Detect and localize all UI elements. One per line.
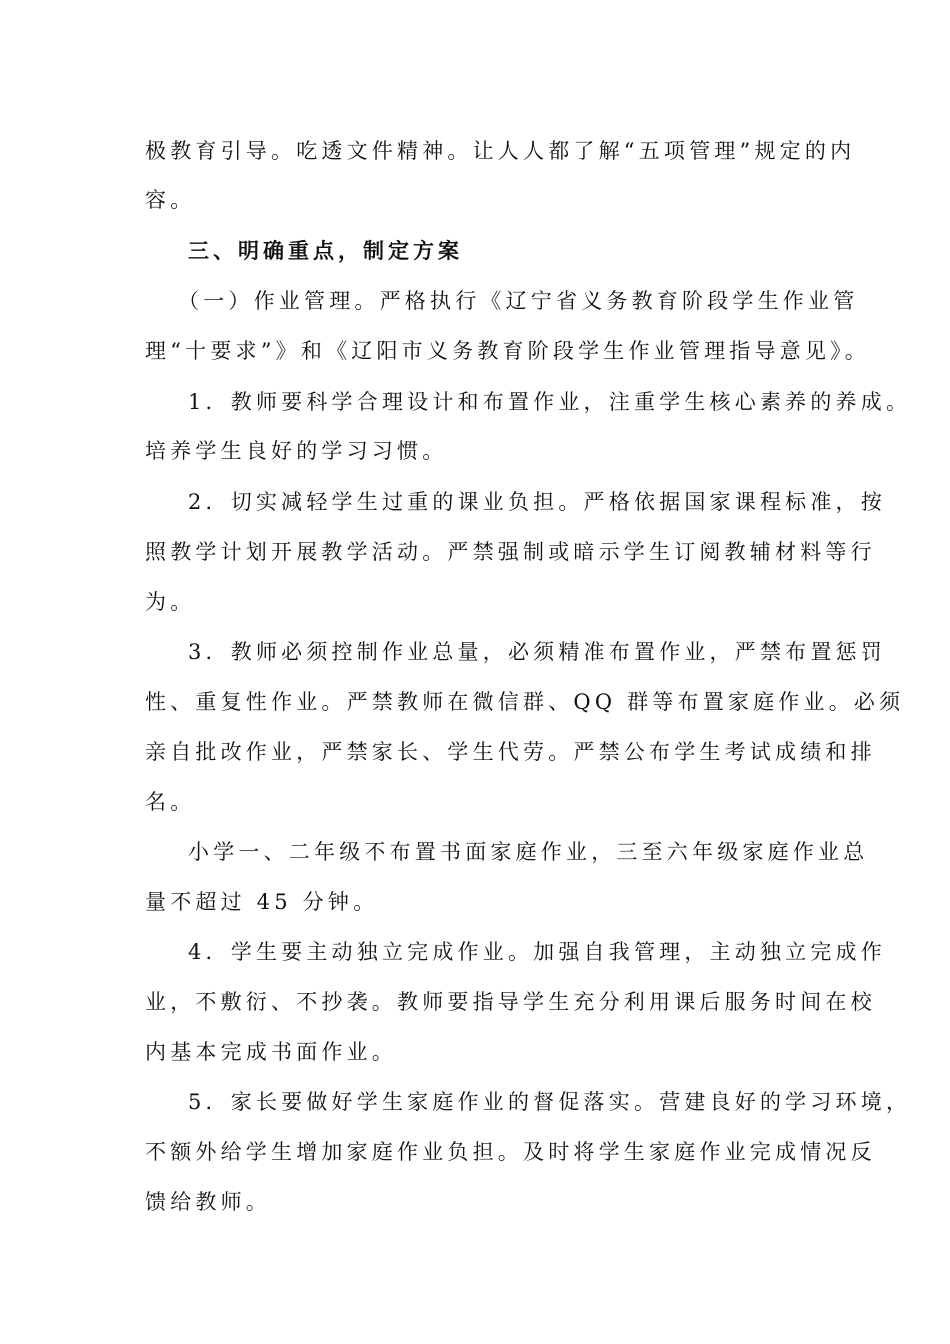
list-item-5-line: 5．家长要做好学生家庭作业的督促落实。营建良好的学习环境， (188, 1090, 912, 1114)
paragraph-line: 量不超过 45 分钟。 (145, 890, 379, 914)
paragraph-line: 容。 (145, 188, 196, 212)
paragraph-line: （一）作业管理。严格执行《辽宁省义务教育阶段学生作业管 (178, 289, 859, 313)
paragraph-line: 理“十要求”》和《辽阳市义务教育阶段学生作业管理指导意见》。 (145, 339, 870, 363)
paragraph-line: 名。 (145, 790, 196, 814)
paragraph-line: 内基本完成书面作业。 (145, 1040, 397, 1064)
paragraph-line: 培养学生良好的学习习惯。 (145, 439, 448, 463)
list-item-2-line: 2．切实减轻学生过重的课业负担。严格依据国家课程标准，按 (188, 490, 886, 514)
paragraph-line: 极教育引导。吃透文件精神。让人人都了解“五项管理”规定的内 (145, 139, 856, 163)
list-item-3-line: 3．教师必须控制作业总量，必须精准布置作业，严禁布置惩罚 (188, 640, 886, 664)
paragraph-line: 不额外给学生增加家庭作业负担。及时将学生家庭作业完成情况反 (145, 1140, 876, 1164)
paragraph-line: 小学一、二年级不布置书面家庭作业，三至六年级家庭作业总 (188, 840, 869, 864)
paragraph-line: 照教学计划开展教学活动。严禁强制或暗示学生订阅教辅材料等行 (145, 540, 876, 564)
paragraph-line: 为。 (145, 590, 196, 614)
section-heading: 三、明确重点，制定方案 (188, 239, 463, 263)
list-item-4-line: 4．学生要主动独立完成作业。加强自我管理，主动独立完成作 (188, 940, 886, 964)
paragraph-line: 性、重复性作业。严禁教师在微信群、QQ 群等布置家庭作业。必须 (145, 690, 905, 714)
paragraph-line: 馈给教师。 (145, 1190, 271, 1214)
paragraph-line: 亲自批改作业，严禁家长、学生代劳。严禁公布学生考试成绩和排 (145, 740, 876, 764)
paragraph-line: 业，不敷衍、不抄袭。教师要指导学生充分利用课后服务时间在校 (145, 990, 876, 1014)
list-item-1-line: 1．教师要科学合理设计和布置作业，注重学生核心素养的养成。 (188, 390, 912, 414)
